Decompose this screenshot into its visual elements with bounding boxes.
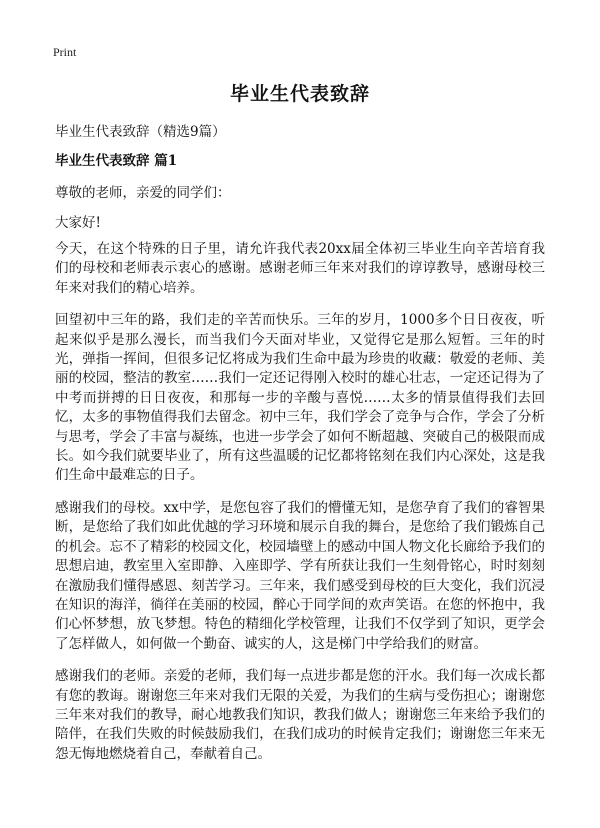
section-heading: 毕业生代表致辞 篇1 [55, 153, 178, 169]
print-label: Print [53, 45, 77, 59]
body-text [55, 240, 545, 777]
document-subtitle: 毕业生代表致辞（精选9篇） [55, 124, 226, 140]
paragraph: 回望初中三年的路，我们走的辛苦而快乐。三年的岁月，1000多个日日夜夜，听起来似乎是那么漫长，而当我们今天面对毕业，又觉得它是那么短暂。三年的时光，弹指一挥间，但很多记忆将成为我们生命中最为珍贵的收藏：敬爱的老师、美丽的校园，整洁的教室……我们一定还记得刚入校时的雄心壮志，一定还记得为了中考而拼搏的日日夜夜，和那每一步的辛酸与喜悦……太多的情景值得我们去回忆，太多的事物值得我们去留念。初中三年，我们学会了竞争与合作，学会了分析与思考，学会了丰富与凝练，也进一步学会了如何不断超越、突破自己的极限而成长。如今我们就要毕业了，所有这些温暖的记忆都将铭刻在我们内心深处，这是我们生命中最难忘的日子。 [55, 312, 545, 484]
page-title: 毕业生代表致辞 [229, 83, 370, 105]
paragraph: 感谢我们的老师。亲爱的老师，我们每一点进步都是您的汗水。我们每一次成长都有您的教诲。谢谢您三年来对我们无限的关爱，为我们的生病与受伤担心；谢谢您三年来对我们的教导，耐心地教我们知识，教我们做人；谢谢您三年来给予我们的陪伴，在我们失败的时候鼓励我们，在我们成功的时候肯定我们；谢谢您三年来无怨无悔地燃烧着自己，奉献着自己。 [55, 668, 545, 762]
hello-line: 大家好! [55, 215, 101, 231]
paragraph: 今天，在这个特殊的日子里，请允许我代表20xx届全体初三毕业生向辛苦培育我们的母校和老师表示衷心的感谢。感谢老师三年来对我们的谆谆教导，感谢母校三年来对我们的精心培养。 [55, 241, 545, 296]
paragraph: 感谢我们的母校。xx中学，是您包容了我们的懵懂无知，是您孕育了我们的睿智果断，是您给了我们如此优越的学习环境和展示自我的舞台，是您给了我们锻炼自己的机会。忘不了精彩的校园文化，校园墙壁上的感动中国人物文化长廊给予我们的思想启迪，教室里入室即静、入座即学、学有所获让我们一生刻骨铭心，时时刻刻在激励我们懂得感恩、刻苦学习。三年来，我们感受到母校的巨大变化，我们沉浸在知识的海洋，徜徉在美丽的校园，醉心于同学间的欢声笑语。在您的怀抱中，我们心怀梦想，放飞梦想。特色的精细化学校管理，让我们不仅学到了知识，更学会了怎样做人，如何做一个勤奋、诚实的人，这是梯门中学给我们的财富。 [55, 499, 545, 652]
greeting-line: 尊敬的老师，亲爱的同学们： [55, 185, 231, 201]
